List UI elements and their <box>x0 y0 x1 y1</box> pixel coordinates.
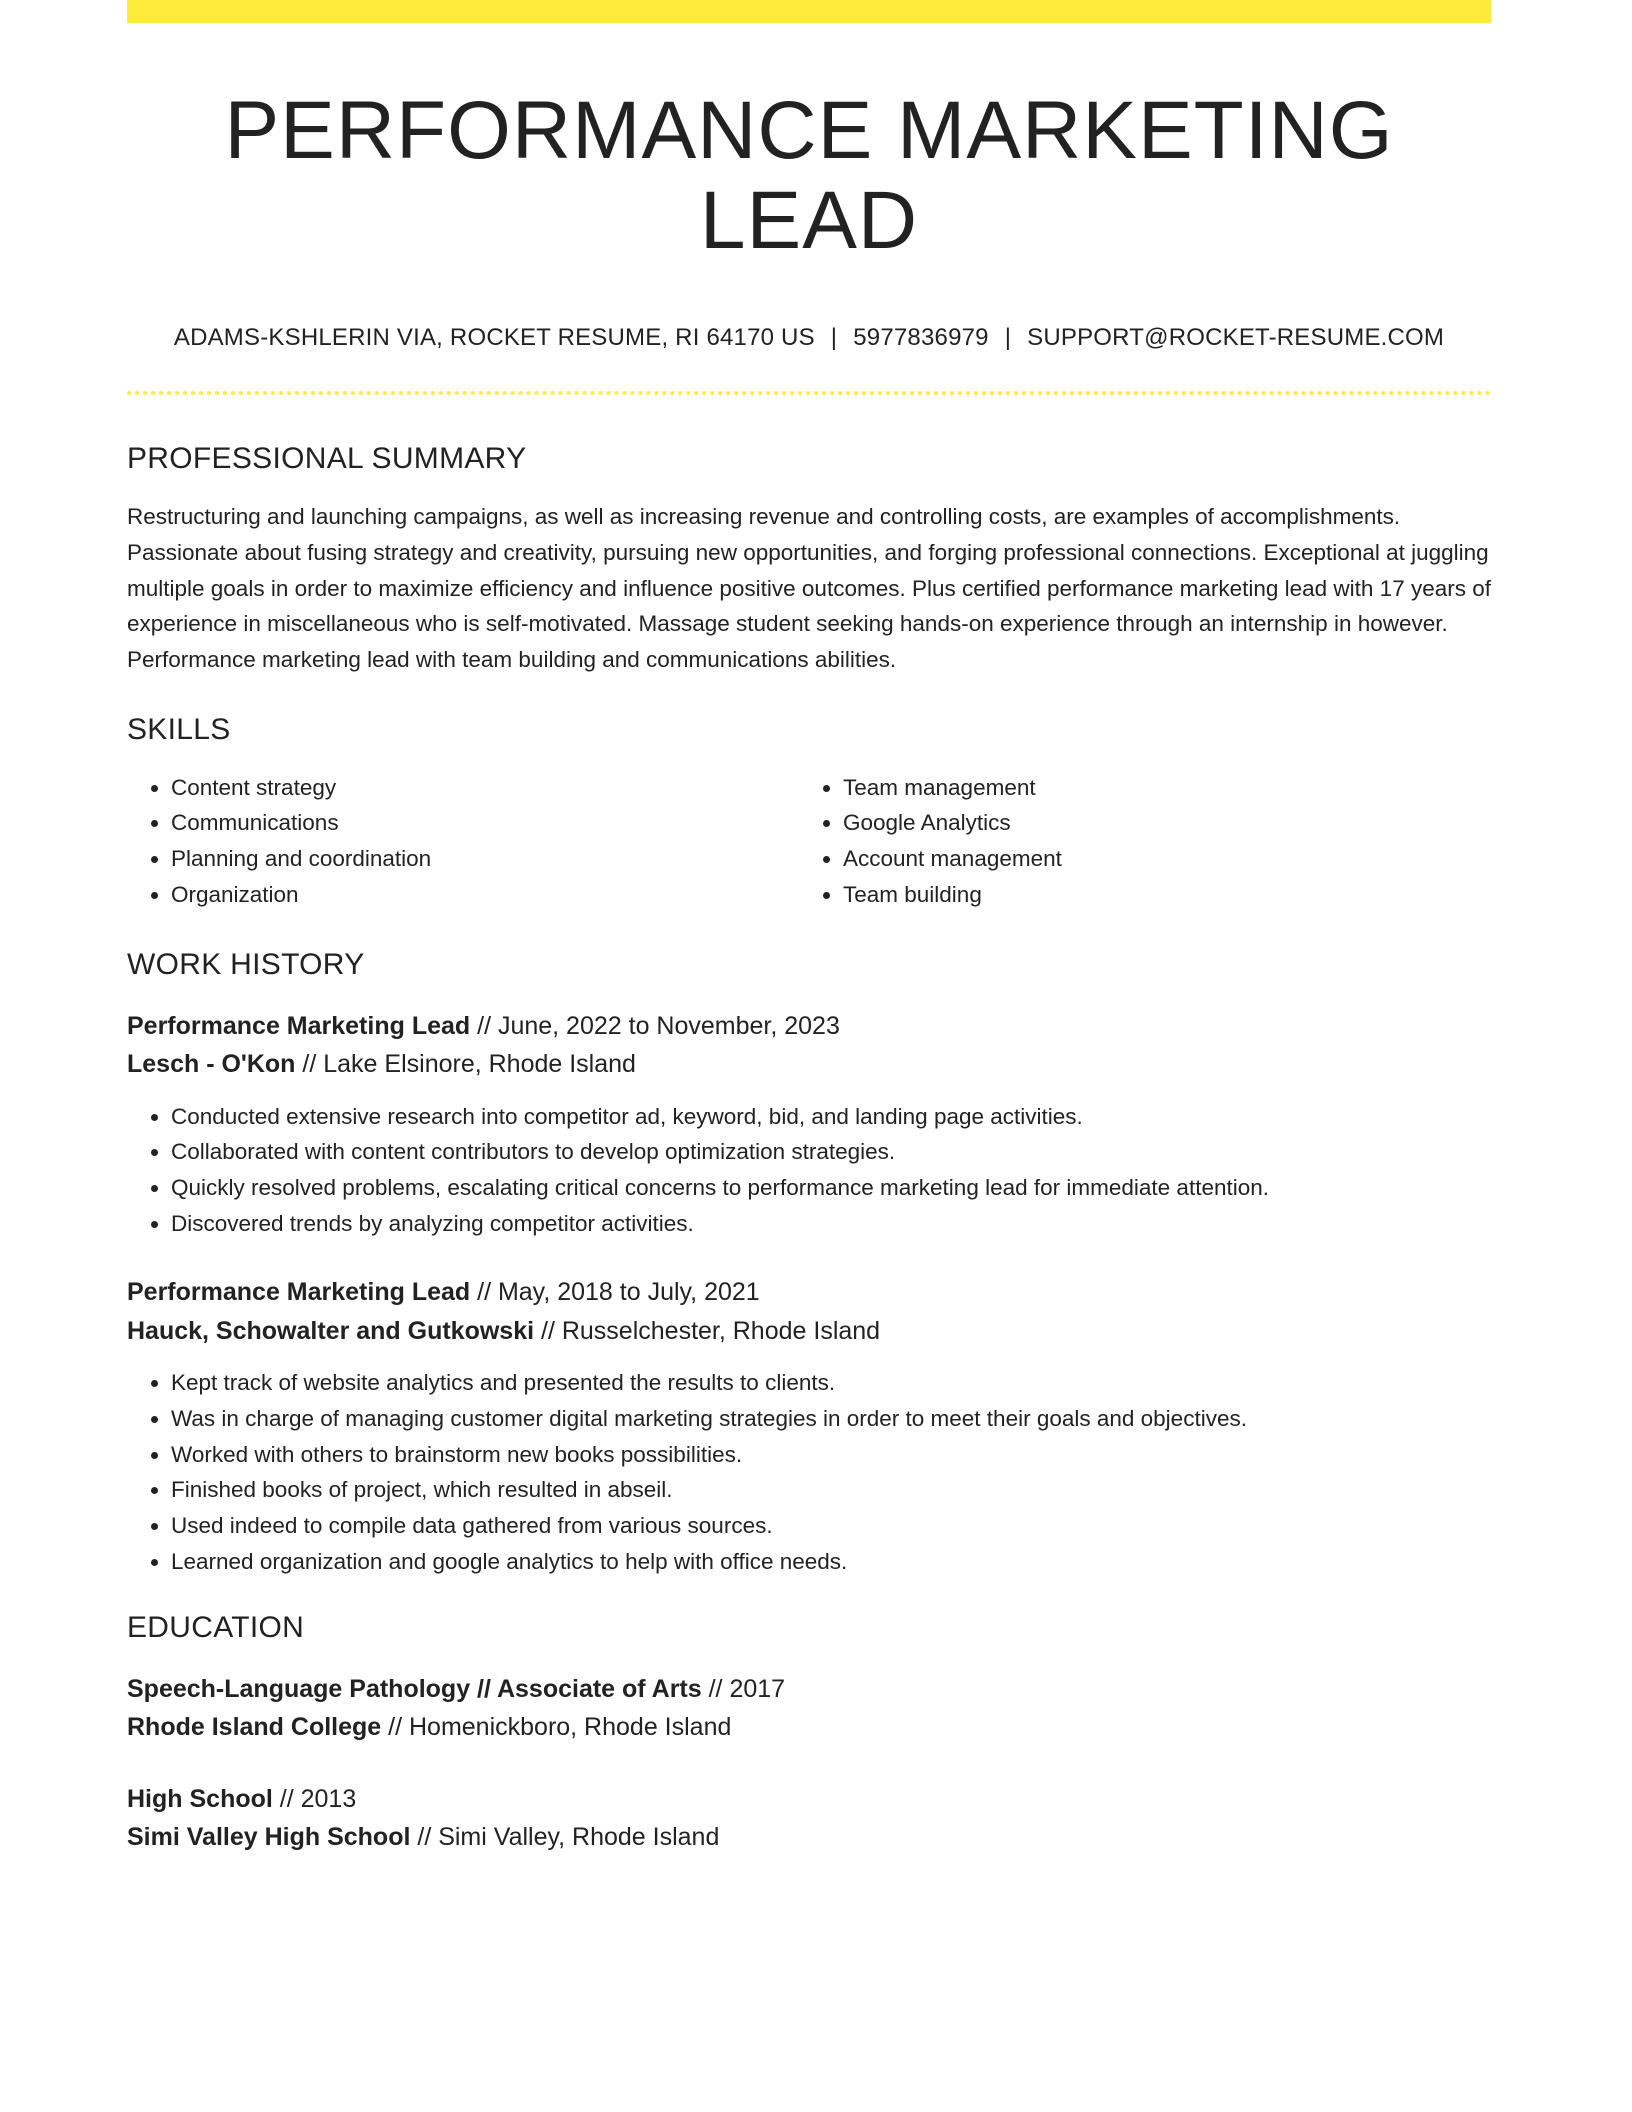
contact-line <box>127 324 1491 353</box>
summary-paragraph: Restructuring and launching campaigns, as well as increasing revenue and controlling costs, are examples of accomplishments. Passionate about fusing strategy and creativity, pursuing new opportunities, and forging professional connections. Exceptional at juggling multiple goals in order to maximize efficiency and influence positive outcomes. Plus certified performance marketing lead with 17 years of experience in miscellaneous who is self-motivated. Massage student seeking hands-on experience through an internship in however. Performance marketing lead with team building and communications abilities. <box>127 504 1491 672</box>
contact-separator: | <box>830 324 838 352</box>
job-company-line <box>127 1045 1491 1084</box>
job-entry <box>127 1007 1491 1242</box>
skill-item: • Content strategy <box>171 770 799 806</box>
job-bullet: • Kept track of website analytics and presented the results to clients. <box>171 1365 1491 1401</box>
education-school-line <box>127 1818 1491 1857</box>
job-dates: // June, 2022 to November, 2023 <box>470 1011 840 1040</box>
education-year: // 2013 <box>272 1784 357 1813</box>
education-degree: High School <box>127 1784 273 1813</box>
job-bullet: • Discovered trends by analyzing competitor activities. <box>171 1206 1491 1242</box>
job-bullets <box>127 1099 1491 1242</box>
skill-item: • Account management <box>843 841 1471 877</box>
job-role: Performance Marketing Lead <box>127 1278 471 1307</box>
dotted-divider <box>127 391 1491 395</box>
skill-item: • Communications <box>171 805 799 841</box>
accent-top-bar <box>127 0 1491 23</box>
job-bullet: • Quickly resolved problems, escalating critical concerns to performance marketing lead for immediate attention. <box>171 1170 1491 1206</box>
education-entry <box>127 1780 1491 1857</box>
job-bullet: • Collaborated with content contributors to develop optimization strategies. <box>171 1134 1491 1170</box>
skills-columns <box>127 770 1491 913</box>
job-role-line <box>127 1273 1491 1312</box>
resume-page <box>127 0 1491 1857</box>
job-role: Performance Marketing Lead <box>127 1011 471 1040</box>
contact-separator: | <box>1004 324 1012 352</box>
job-bullet: • Used indeed to compile data gathered from various sources. <box>171 1508 1491 1544</box>
education-location: // Simi Valley, Rhode Island <box>410 1823 720 1852</box>
section-title-education: EDUCATION <box>127 1610 305 1644</box>
contact-address: ADAMS-KSHLERIN VIA, ROCKET RESUME, RI 64170 US <box>173 324 815 352</box>
job-bullet: • Conducted extensive research into competitor ad, keyword, bid, and landing page activities. <box>171 1099 1491 1135</box>
resume-title: PERFORMANCE MARKETING LEAD <box>224 85 1394 267</box>
education-degree-line <box>127 1670 1491 1709</box>
skills-list-left <box>127 770 799 913</box>
job-location: // Lake Elsinore, Rhode Island <box>295 1050 636 1078</box>
education-school: Simi Valley High School <box>127 1823 411 1852</box>
education-entry <box>127 1670 1491 1747</box>
section-title-skills: SKILLS <box>127 712 231 746</box>
education-year: // 2017 <box>701 1674 786 1703</box>
job-company-line <box>127 1312 1491 1351</box>
contact-phone: 5977836979 <box>853 324 989 352</box>
job-bullet: • Finished books of project, which resulted in abseil. <box>171 1472 1491 1508</box>
contact-email: SUPPORT@ROCKET-RESUME.COM <box>1027 324 1445 352</box>
job-bullet: • Was in charge of managing customer digital marketing strategies in order to meet their goals and objectives. <box>171 1401 1491 1437</box>
job-location: // Russelchester, Rhode Island <box>534 1316 881 1345</box>
job-entry <box>127 1273 1491 1579</box>
job-company: Lesch - O'Kon <box>127 1050 296 1078</box>
education-school-line <box>127 1708 1491 1747</box>
job-bullets <box>127 1365 1491 1579</box>
section-title-summary: PROFESSIONAL SUMMARY <box>127 442 527 476</box>
skill-item: • Team building <box>843 877 1471 913</box>
skill-item: • Planning and coordination <box>171 841 799 877</box>
education-degree: Speech-Language Pathology // Associate of Arts <box>127 1674 702 1703</box>
job-role-line <box>127 1007 1491 1046</box>
section-title-work-history: WORK HISTORY <box>127 947 365 981</box>
skills-list-right <box>799 770 1471 913</box>
education-school: Rhode Island College <box>127 1713 382 1742</box>
education-location: // Homenickboro, Rhode Island <box>381 1713 732 1742</box>
job-bullet: • Worked with others to brainstorm new books possibilities. <box>171 1437 1491 1473</box>
job-dates: // May, 2018 to July, 2021 <box>470 1278 760 1307</box>
job-bullet: • Learned organization and google analytics to help with office needs. <box>171 1544 1491 1580</box>
education-degree-line <box>127 1780 1491 1819</box>
skill-item: • Team management <box>843 770 1471 806</box>
skill-item: • Google Analytics <box>843 805 1471 841</box>
skill-item: • Organization <box>171 877 799 913</box>
job-company: Hauck, Schowalter and Gutkowski <box>127 1316 535 1345</box>
